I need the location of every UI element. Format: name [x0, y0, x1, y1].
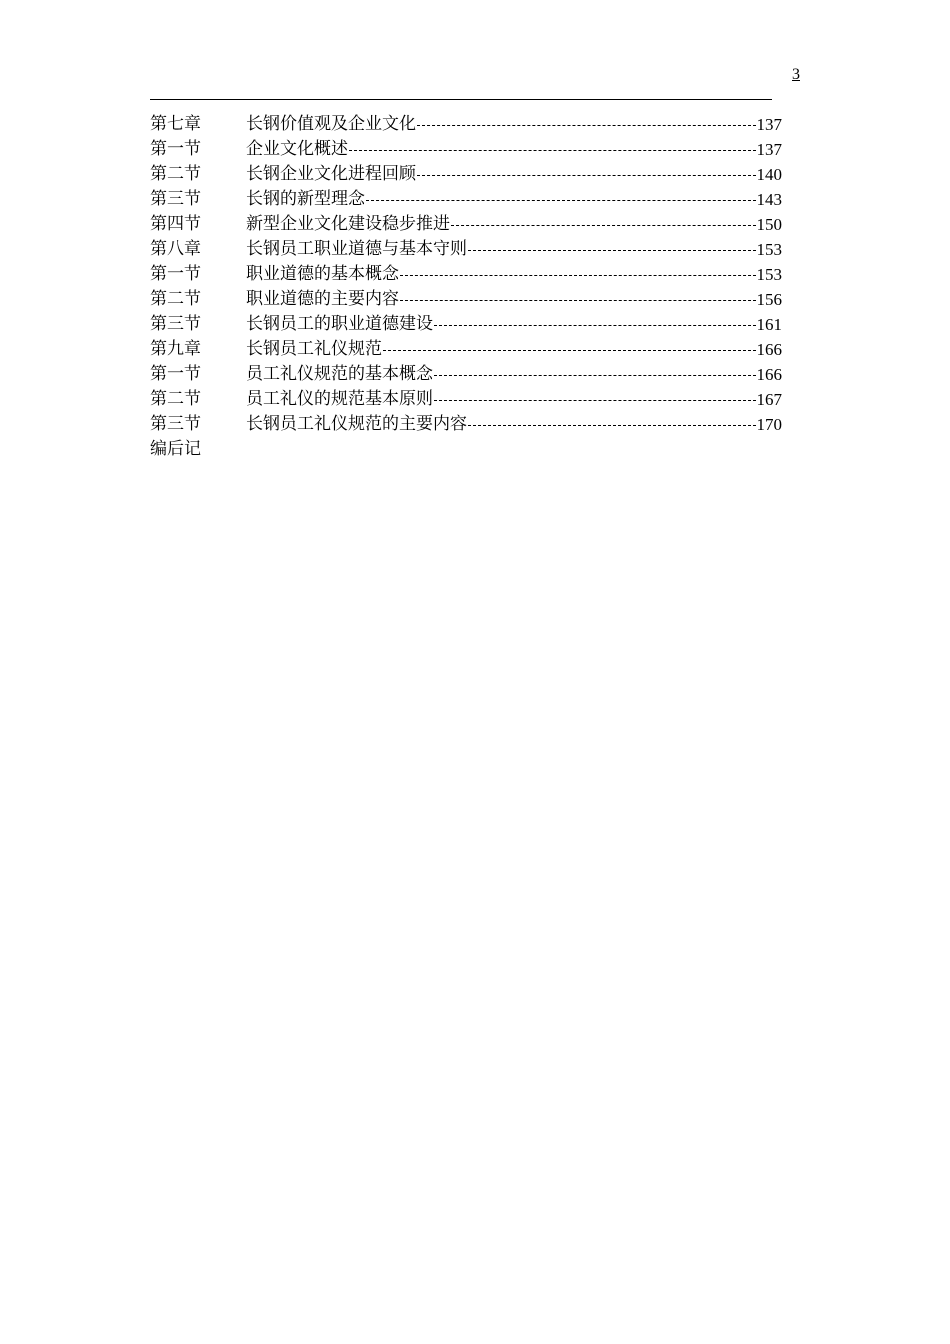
toc-entry-title: 长钢员工职业道德与基本守则: [246, 239, 467, 259]
toc-entry-page: 143: [756, 190, 782, 209]
toc-entry-label: 第四节: [150, 214, 201, 234]
toc-entry-label: 第一节: [150, 364, 201, 384]
toc-entry-title: 长钢的新型理念: [246, 189, 365, 209]
toc-entry[interactable]: [150, 162, 782, 187]
toc-afterword-label: 编后记: [150, 439, 201, 459]
toc-entry-title: 职业道德的主要内容: [246, 289, 399, 309]
toc-entry[interactable]: [150, 362, 782, 387]
toc-dot-leader: [434, 325, 756, 326]
toc-dot-leader: [383, 350, 756, 351]
toc-entry-label: 第七章: [150, 114, 201, 134]
toc-entry-title: 员工礼仪规范的基本概念: [246, 364, 433, 384]
toc-afterword[interactable]: [150, 437, 782, 462]
table-of-contents: [150, 112, 782, 462]
toc-dot-leader: [434, 375, 756, 376]
toc-entry[interactable]: [150, 212, 782, 237]
toc-entry-label: 第一节: [150, 264, 201, 284]
toc-entry-page: 137: [756, 140, 782, 159]
toc-dot-leader: [417, 175, 756, 176]
toc-entry-label: 第三节: [150, 189, 201, 209]
toc-entry-page: 137: [756, 115, 782, 134]
toc-entry-title: 长钢价值观及企业文化: [246, 114, 416, 134]
toc-dot-leader: [417, 125, 756, 126]
toc-entry[interactable]: [150, 337, 782, 362]
toc-dot-leader: [468, 250, 756, 251]
toc-dot-leader: [349, 150, 756, 151]
toc-entry[interactable]: [150, 187, 782, 212]
toc-dot-leader: [468, 425, 756, 426]
header-rule: [150, 99, 772, 100]
toc-entry-title: 新型企业文化建设稳步推进: [246, 214, 450, 234]
toc-entry-title: 职业道德的基本概念: [246, 264, 399, 284]
toc-entry-title: 长钢员工礼仪规范的主要内容: [246, 414, 467, 434]
toc-entry-page: 161: [756, 315, 782, 334]
toc-entry-label: 第二节: [150, 389, 201, 409]
toc-entry-title: 员工礼仪的规范基本原则: [246, 389, 433, 409]
toc-entry-page: 140: [756, 165, 782, 184]
toc-entry[interactable]: [150, 412, 782, 437]
toc-entry-title: 企业文化概述: [246, 139, 348, 159]
toc-entry[interactable]: [150, 112, 782, 137]
toc-entry-page: 170: [756, 415, 782, 434]
toc-entry-label: 第九章: [150, 339, 201, 359]
toc-entry[interactable]: [150, 387, 782, 412]
toc-entry-label: 第三节: [150, 314, 201, 334]
toc-entry-label: 第三节: [150, 414, 201, 434]
page-number: 3: [792, 66, 800, 83]
toc-dot-leader: [434, 400, 756, 401]
toc-dot-leader: [366, 200, 756, 201]
toc-entry-title: 长钢企业文化进程回顾: [246, 164, 416, 184]
toc-entry[interactable]: [150, 137, 782, 162]
toc-entry[interactable]: [150, 237, 782, 262]
toc-entry-page: 153: [756, 240, 782, 259]
toc-dot-leader: [400, 300, 756, 301]
toc-dot-leader: [451, 225, 756, 226]
toc-entry-label: 第八章: [150, 239, 201, 259]
toc-entry[interactable]: [150, 312, 782, 337]
toc-entry-page: 153: [756, 265, 782, 284]
toc-entry-page: 166: [756, 365, 782, 384]
toc-entry-page: 150: [756, 215, 782, 234]
toc-entry-page: 156: [756, 290, 782, 309]
toc-entry-label: 第一节: [150, 139, 201, 159]
toc-entry-page: 167: [756, 390, 782, 409]
toc-entry-label: 第二节: [150, 164, 201, 184]
toc-entry-title: 长钢员工礼仪规范: [246, 339, 382, 359]
toc-dot-leader: [400, 275, 756, 276]
toc-entry-title: 长钢员工的职业道德建设: [246, 314, 433, 334]
toc-entry[interactable]: [150, 287, 782, 312]
toc-entry[interactable]: [150, 262, 782, 287]
toc-entry-label: 第二节: [150, 289, 201, 309]
toc-entry-page: 166: [756, 340, 782, 359]
